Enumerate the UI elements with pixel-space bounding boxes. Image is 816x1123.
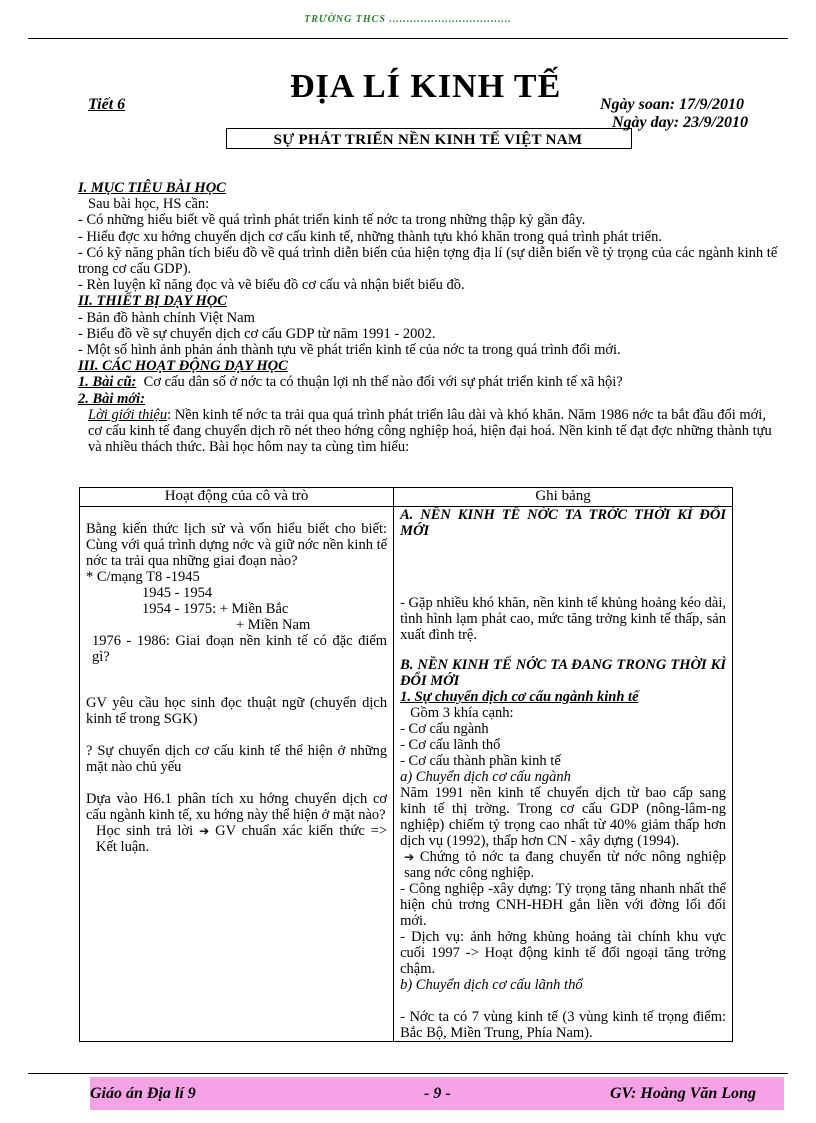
period-item: + Miền Nam: [236, 617, 311, 633]
lesson-subtitle: SỰ PHÁT TRIỂN NỀN KINH TẾ VIỆT NAM: [273, 132, 583, 148]
date-prepared: Ngày soan: 17/9/2010: [600, 96, 744, 113]
lesson-dates: [600, 96, 748, 132]
board-note: Năm 1991 nền kinh tế chuyển dịch từ bao cấp sang kinh tế thị trờng. Trong cơ cấu GDP (nông-lâm-ng nghiệp) chiếm tỷ trọng cao nhất từ 40% giảm thấp hơn dịch vụ (1992), thấp hơn CN - xây dựng (1994).: [400, 785, 726, 849]
period-item: 1954 - 1975: + Miền Bắc: [142, 601, 289, 617]
header-rule: [28, 38, 788, 39]
instruction: GV yêu cầu học sinh đọc thuật ngữ (chuyển dịch kinh tế trong SGK): [86, 695, 388, 727]
board-subheading: 1. Sự chuyển dịch cơ cấu ngành kinh tế: [400, 689, 639, 705]
column-header-board: Ghi bảng: [394, 488, 733, 507]
old-lesson-line: [78, 374, 778, 390]
board-note: Gồm 3 khía cạnh:: [410, 705, 514, 721]
conclusion-part: Học sinh trả lời: [96, 823, 194, 839]
board-note: Chứng tỏ nớc ta đang chuyển từ nớc nông nghiệp sang nớc công nghiệp.: [404, 849, 727, 881]
intro-text: : Nền kinh tế nớc ta trải qua quá trình phát triển lâu dài và khó khăn. Năm 1986 nớc ta bắt đầu đổi mới, cơ cấu kinh tế đang chuyển dịch rõ nét theo hớng công nghiệp hoá, hiện đại hoá. Nền kinh tế đạt đợc những thành tựu và nhiều thách thức. Bài học hôm nay ta cùng tìm hiểu:: [88, 406, 772, 456]
old-lesson-label: 1. Bài cũ:: [78, 374, 137, 391]
new-lesson-label: 2. Bài mới:: [78, 390, 145, 407]
board-note: - Cơ cấu lãnh thổ: [400, 737, 501, 753]
objective-line: - Hiểu đợc xu hớng chuyển dịch cơ cấu kinh tế, những thành tựu khó khăn trong quá trình phát triển.: [78, 228, 662, 245]
lesson-body: [78, 180, 778, 455]
question: Bằng kiến thức lịch sử và vốn hiểu biết cho biết: Cùng với quá trình dựng nớc và giữ nớc nền kinh tế nớc ta trải qua những giai đoạn nào?: [86, 521, 388, 569]
page-footer: [90, 1077, 784, 1110]
objective-line: - Có những hiểu biết về quá trình phát triển kinh tế nớc ta trong những thập kỷ gần đây.: [78, 212, 586, 229]
board-subheading: a) Chuyển dịch cơ cấu ngành: [400, 769, 571, 785]
school-header: TRƯỜNG THCS ...................................: [304, 14, 512, 25]
footer-left: Giáo án Địa lí 9: [90, 1085, 196, 1102]
arrow-right-icon: ➔: [199, 824, 210, 838]
conclusion-line: [86, 823, 387, 855]
board-note: - Cơ cấu ngành: [400, 721, 489, 737]
intro-paragraph: [78, 407, 778, 456]
equipment-line: - Biểu đồ về sự chuyển dịch cơ cấu GDP từ năm 1991 - 2002.: [78, 325, 436, 342]
board-heading-a: A. NỀN KINH TẾ NỚC TA TRỚC THỜI KÌ ĐỔI MỚI: [400, 507, 726, 539]
conclusion-part: GV chuẩn xác kiến thức => Kết luận.: [96, 823, 388, 855]
activities-cell: [80, 507, 394, 1042]
activity-table: [79, 487, 733, 1042]
board-note: - Gặp nhiều khó khăn, nền kinh tế khủng hoảng kéo dài, tình hình lạm phát cao, mức tăng trởng kinh tế thấp, sản xuất đình trệ.: [400, 595, 726, 643]
equipment-line: - Bản đồ hành chính Việt Nam: [78, 309, 255, 326]
old-lesson-question: Cơ cấu dân số ở nớc ta có thuận lợi nh thế nào đối với sự phát triển kinh tế xã hội?: [143, 374, 623, 391]
question: 1976 - 1986: Giai đoạn nền kinh tế có đặc điểm gì?: [92, 633, 388, 665]
lesson-number: Tiết 6: [88, 96, 126, 113]
section-activities-heading: III. CÁC HOẠT ĐỘNG DẠY HỌC: [78, 358, 288, 375]
objective-line: Sau bài học, HS cần:: [88, 196, 210, 213]
arrow-right-icon: ➔: [404, 850, 415, 864]
column-header-activities: Hoạt động của cô và trò: [80, 488, 394, 507]
page-title: ĐỊA LÍ KINH TẾ: [290, 68, 562, 105]
footer-right: GV: Hoàng Văn Long: [610, 1085, 756, 1102]
period-item: * C/mạng T8 -1945: [86, 569, 200, 585]
section-equipment-heading: II. THIẾT BỊ DẠY HỌC: [78, 293, 227, 310]
equipment-line: - Một số hình ảnh phản ánh thành tựu về phát triển kinh tế của nớc ta trong quá trình đổi mới.: [78, 342, 621, 359]
objective-line: - Rèn luyện kĩ năng đọc và vẽ biểu đồ cơ cấu và nhận biết biểu đồ.: [78, 277, 465, 294]
page-number: - 9 -: [424, 1085, 451, 1102]
board-note-line: [400, 849, 726, 881]
board-note: - Công nghiệp -xây dựng: Tỷ trọng tăng nhanh nhất thể hiện chủ trơng CNH-HĐH gắn liền với đờng lối đổi mới.: [400, 881, 726, 929]
section-objectives-heading: I. MỤC TIÊU BÀI HỌC: [78, 180, 226, 196]
period-item: 1945 - 1954: [142, 585, 213, 601]
board-cell: [394, 507, 733, 1042]
footer-rule: [28, 1073, 788, 1074]
question: ? Sự chuyển dịch cơ cấu kinh tế thể hiện ở những mặt nào chủ yếu: [86, 743, 388, 775]
question: Dựa vào H6.1 phân tích xu hớng chuyển dịch cơ cấu ngành kinh tế, xu hớng này thể hiện ở mặt nào?: [86, 791, 388, 823]
intro-label: Lời giới thiệu: [88, 406, 168, 423]
board-subheading: b) Chuyển dịch cơ cấu lãnh thổ: [400, 977, 583, 993]
board-heading-b: B. NỀN KINH TẾ NỚC TA ĐANG TRONG THỜI KÌ ĐỔI MỚI: [400, 657, 726, 689]
objective-line: - Có kỹ năng phân tích biểu đồ về quá trình diễn biến của hiện tợng địa lí (sự diễn biến về tỷ trọng của các ngành kinh tế trong cơ cấu GDP).: [78, 244, 778, 278]
date-taught: Ngày day: 23/9/2010: [612, 114, 748, 131]
board-note: - Nớc ta có 7 vùng kinh tế (3 vùng kinh tế trọng điểm: Bắc Bộ, Miền Trung, Phía Nam).: [400, 1009, 726, 1041]
board-note: - Cơ cấu thành phần kinh tế: [400, 753, 561, 769]
board-note: - Dịch vụ: ảnh hởng khủng hoảng tài chính khu vực cuối 1997 -> Hoạt động kinh tế đối ngoại tăng trởng chậm.: [400, 929, 726, 977]
